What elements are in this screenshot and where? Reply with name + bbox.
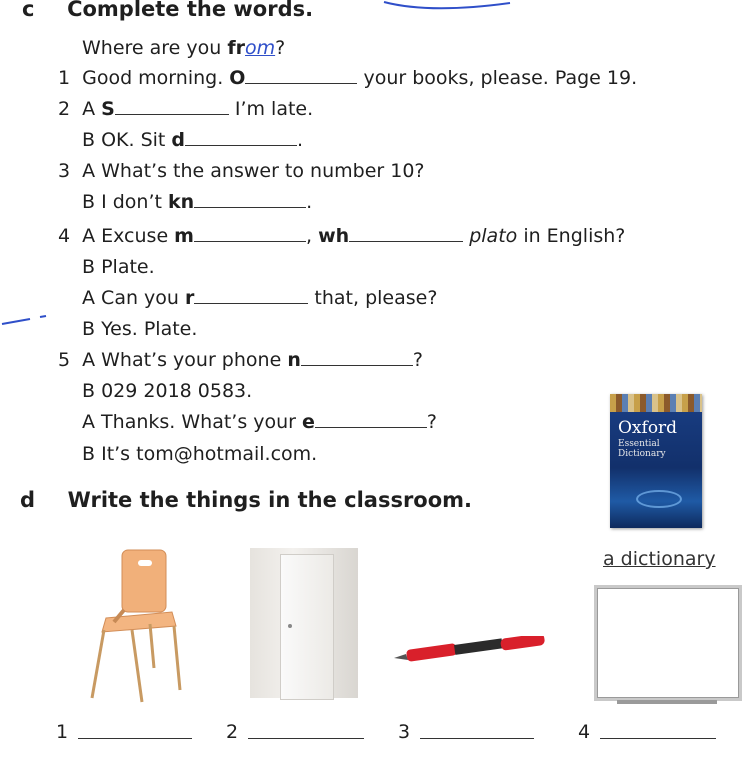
answer-number-1: 1 [56,721,69,743]
answer-blank[interactable] [194,287,308,304]
answer-line-1[interactable] [78,738,192,739]
section-c-heading [22,0,313,21]
item-4-a: 4 A Excuse m , wh plato in English? [58,225,626,247]
book-line1: Essential [618,439,660,449]
whiteboard-picture [594,585,742,701]
answer-line-4[interactable] [600,738,716,739]
answer-blank[interactable] [115,98,229,115]
pen-mark-left [0,310,60,330]
answer-blank[interactable] [301,349,413,366]
door-handle [288,624,292,628]
item-1: 1 Good morning. O your books, please. Page 19. [58,67,638,89]
item-5-b2: B It’s tom@hotmail.com. [82,443,318,465]
item-2-a: 2 A S I’m late. [58,98,314,120]
item-3-b: B I don’t kn . [82,191,313,213]
item-4-b: B Plate. [82,256,155,278]
answer-blank[interactable] [194,191,306,208]
handwritten-answer: om [245,37,276,59]
item-5-a: 5 A What’s your phone n ? [58,349,423,371]
section-letter: d [20,488,36,512]
book-pattern-strip [610,394,702,412]
answer-number-3: 3 [398,721,411,743]
example-answer-dictionary: a dictionary [603,548,716,570]
door-picture [250,548,358,698]
book-brand: Oxford [618,418,678,438]
pen-picture [392,636,552,666]
section-letter: c [22,0,35,21]
item-3-a: 3 A What’s the answer to number 10? [58,160,425,182]
example-line: Where are you from? [82,37,286,59]
item-2-b: B OK. Sit d . [82,129,304,151]
item-4-b2: B Yes. Plate. [82,318,198,340]
answer-number-4: 4 [578,721,591,743]
section-title: Complete the words. [67,0,314,21]
answer-blank[interactable] [194,225,306,242]
answer-line-2[interactable] [248,738,364,739]
book-water-drop [636,490,682,508]
dictionary-book-image [610,394,702,528]
item-5-b: B 029 2018 0583. [82,380,253,402]
answer-line-3[interactable] [420,738,534,739]
answer-blank[interactable] [315,411,427,428]
section-d-heading [20,488,472,512]
section-title: Write the things in the classroom. [67,488,473,512]
book-line2: Dictionary [618,449,666,459]
answer-blank[interactable] [185,129,297,146]
answer-number-2: 2 [226,721,239,743]
answer-blank[interactable] [349,225,463,242]
item-4-a2: A Can you r that, please? [82,287,438,309]
whiteboard-tray [617,700,717,704]
answer-blank[interactable] [245,67,357,84]
item-5-a2: A Thanks. What’s your e ? [82,411,438,433]
chair-picture [84,548,184,703]
